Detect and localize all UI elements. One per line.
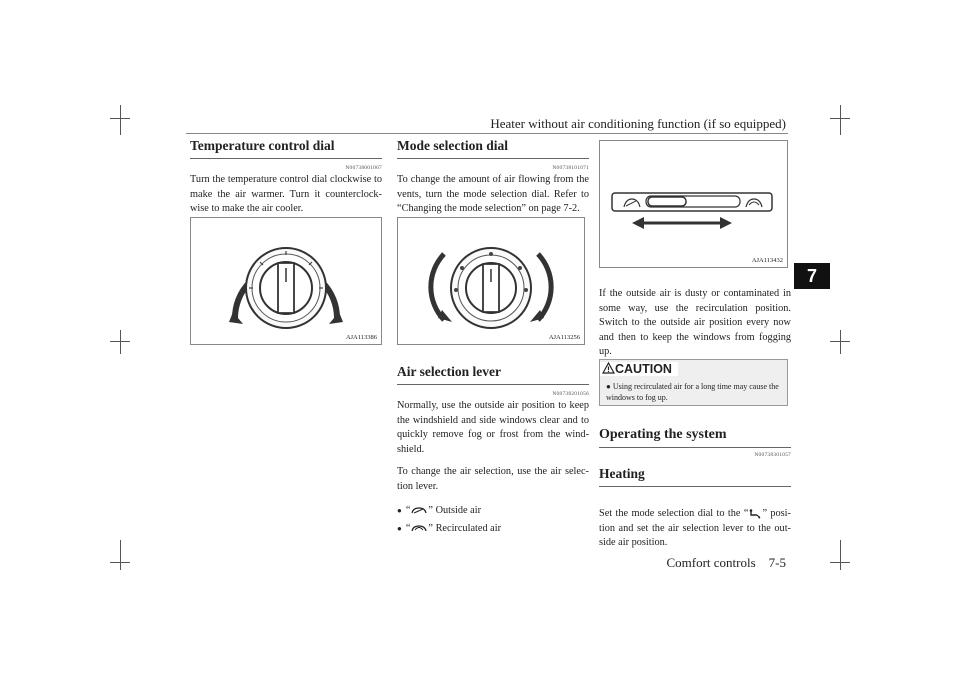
header-rule	[186, 133, 788, 134]
crop-mark	[840, 540, 841, 570]
page-footer	[600, 555, 786, 571]
section-heading-mode: Mode selection dial	[397, 138, 589, 159]
crop-mark	[830, 341, 850, 342]
column-2-lower	[397, 364, 589, 536]
doc-id: N00738101071	[552, 165, 589, 171]
column-3	[599, 287, 791, 360]
recirculation-note: If the outside air is dusty or contaminated in some way, use the recirculation position. Switch to the outside air position every now and then to keep the windows from fogging up.	[599, 288, 791, 357]
column-3-lower	[599, 427, 791, 551]
recirculated-air-icon	[410, 524, 428, 533]
doc-id: N00738301057	[754, 452, 791, 458]
mode-text: To change the amount of air flowing from the vents, turn the mode selection dial. Refer to “Changing the mode selection” on page 7-2.	[397, 174, 589, 214]
chapter-tab: 7	[794, 263, 830, 289]
temperature-dial-figure	[190, 217, 382, 345]
warning-triangle-icon	[602, 362, 615, 374]
figure-code: AJA113256	[548, 334, 580, 341]
page-number: 7-5	[768, 555, 786, 570]
air-lever-illustration	[600, 141, 787, 267]
bullet-icon: ●	[397, 524, 402, 533]
page-header: Heater without air conditioning function (if so equipped)	[490, 116, 786, 131]
caution-box	[599, 359, 788, 406]
section-heading-temperature: Temperature control dial	[190, 138, 382, 159]
caution-text: ● Using recirculated air for a long time may cause the windows to fog up.	[606, 382, 779, 402]
caution-title: CAUTION	[600, 362, 678, 376]
section-heading-heating: Heating	[599, 466, 791, 487]
section-heading-air-selection: Air selection lever	[397, 364, 589, 385]
list-item: ● “ ” Recirculated air	[397, 523, 502, 534]
temperature-dial-illustration	[191, 218, 381, 344]
crop-mark	[110, 341, 130, 342]
heating-text: Set the mode selection dial to the “ ” posi-tion and set the air selection lever to the out-side air position.	[599, 508, 791, 548]
doc-id: N00738201056	[552, 391, 589, 397]
list-item: ● “ ” Outside air	[397, 505, 482, 516]
air-selection-text-2: To change the air selection, use the air selec-tion lever.	[397, 466, 589, 492]
crop-mark	[840, 105, 841, 135]
air-selection-text-1: Normally, use the outside air position to keep the windshield and side windows clear and to quickly remove fog or frost from the wind-shield.	[397, 400, 589, 455]
mode-dial-figure	[397, 217, 585, 345]
section-heading-operating: Operating the system	[599, 427, 791, 448]
crop-mark	[110, 118, 130, 119]
crop-mark	[120, 105, 121, 135]
figure-code: AJA113386	[345, 334, 377, 341]
crop-mark	[110, 562, 130, 563]
floor-mode-icon	[748, 509, 762, 519]
crop-mark	[840, 330, 841, 354]
crop-mark	[830, 562, 850, 563]
column-2	[397, 138, 589, 217]
bullet-icon: ●	[606, 382, 613, 391]
column-1	[190, 138, 382, 217]
bullet-icon: ●	[397, 506, 402, 515]
crop-mark	[120, 540, 121, 570]
mode-dial-illustration	[398, 218, 584, 344]
doc-id: N00738001067	[345, 165, 382, 171]
outside-air-icon	[410, 506, 428, 515]
temperature-text: Turn the temperature control dial clockwise to make the air warmer. Turn it counterclock-wise to make the air cooler.	[190, 174, 382, 214]
air-lever-figure	[599, 140, 788, 268]
crop-mark	[830, 118, 850, 119]
figure-code: AJA113432	[751, 257, 783, 264]
crop-mark	[120, 330, 121, 354]
footer-section: Comfort controls	[666, 555, 756, 570]
